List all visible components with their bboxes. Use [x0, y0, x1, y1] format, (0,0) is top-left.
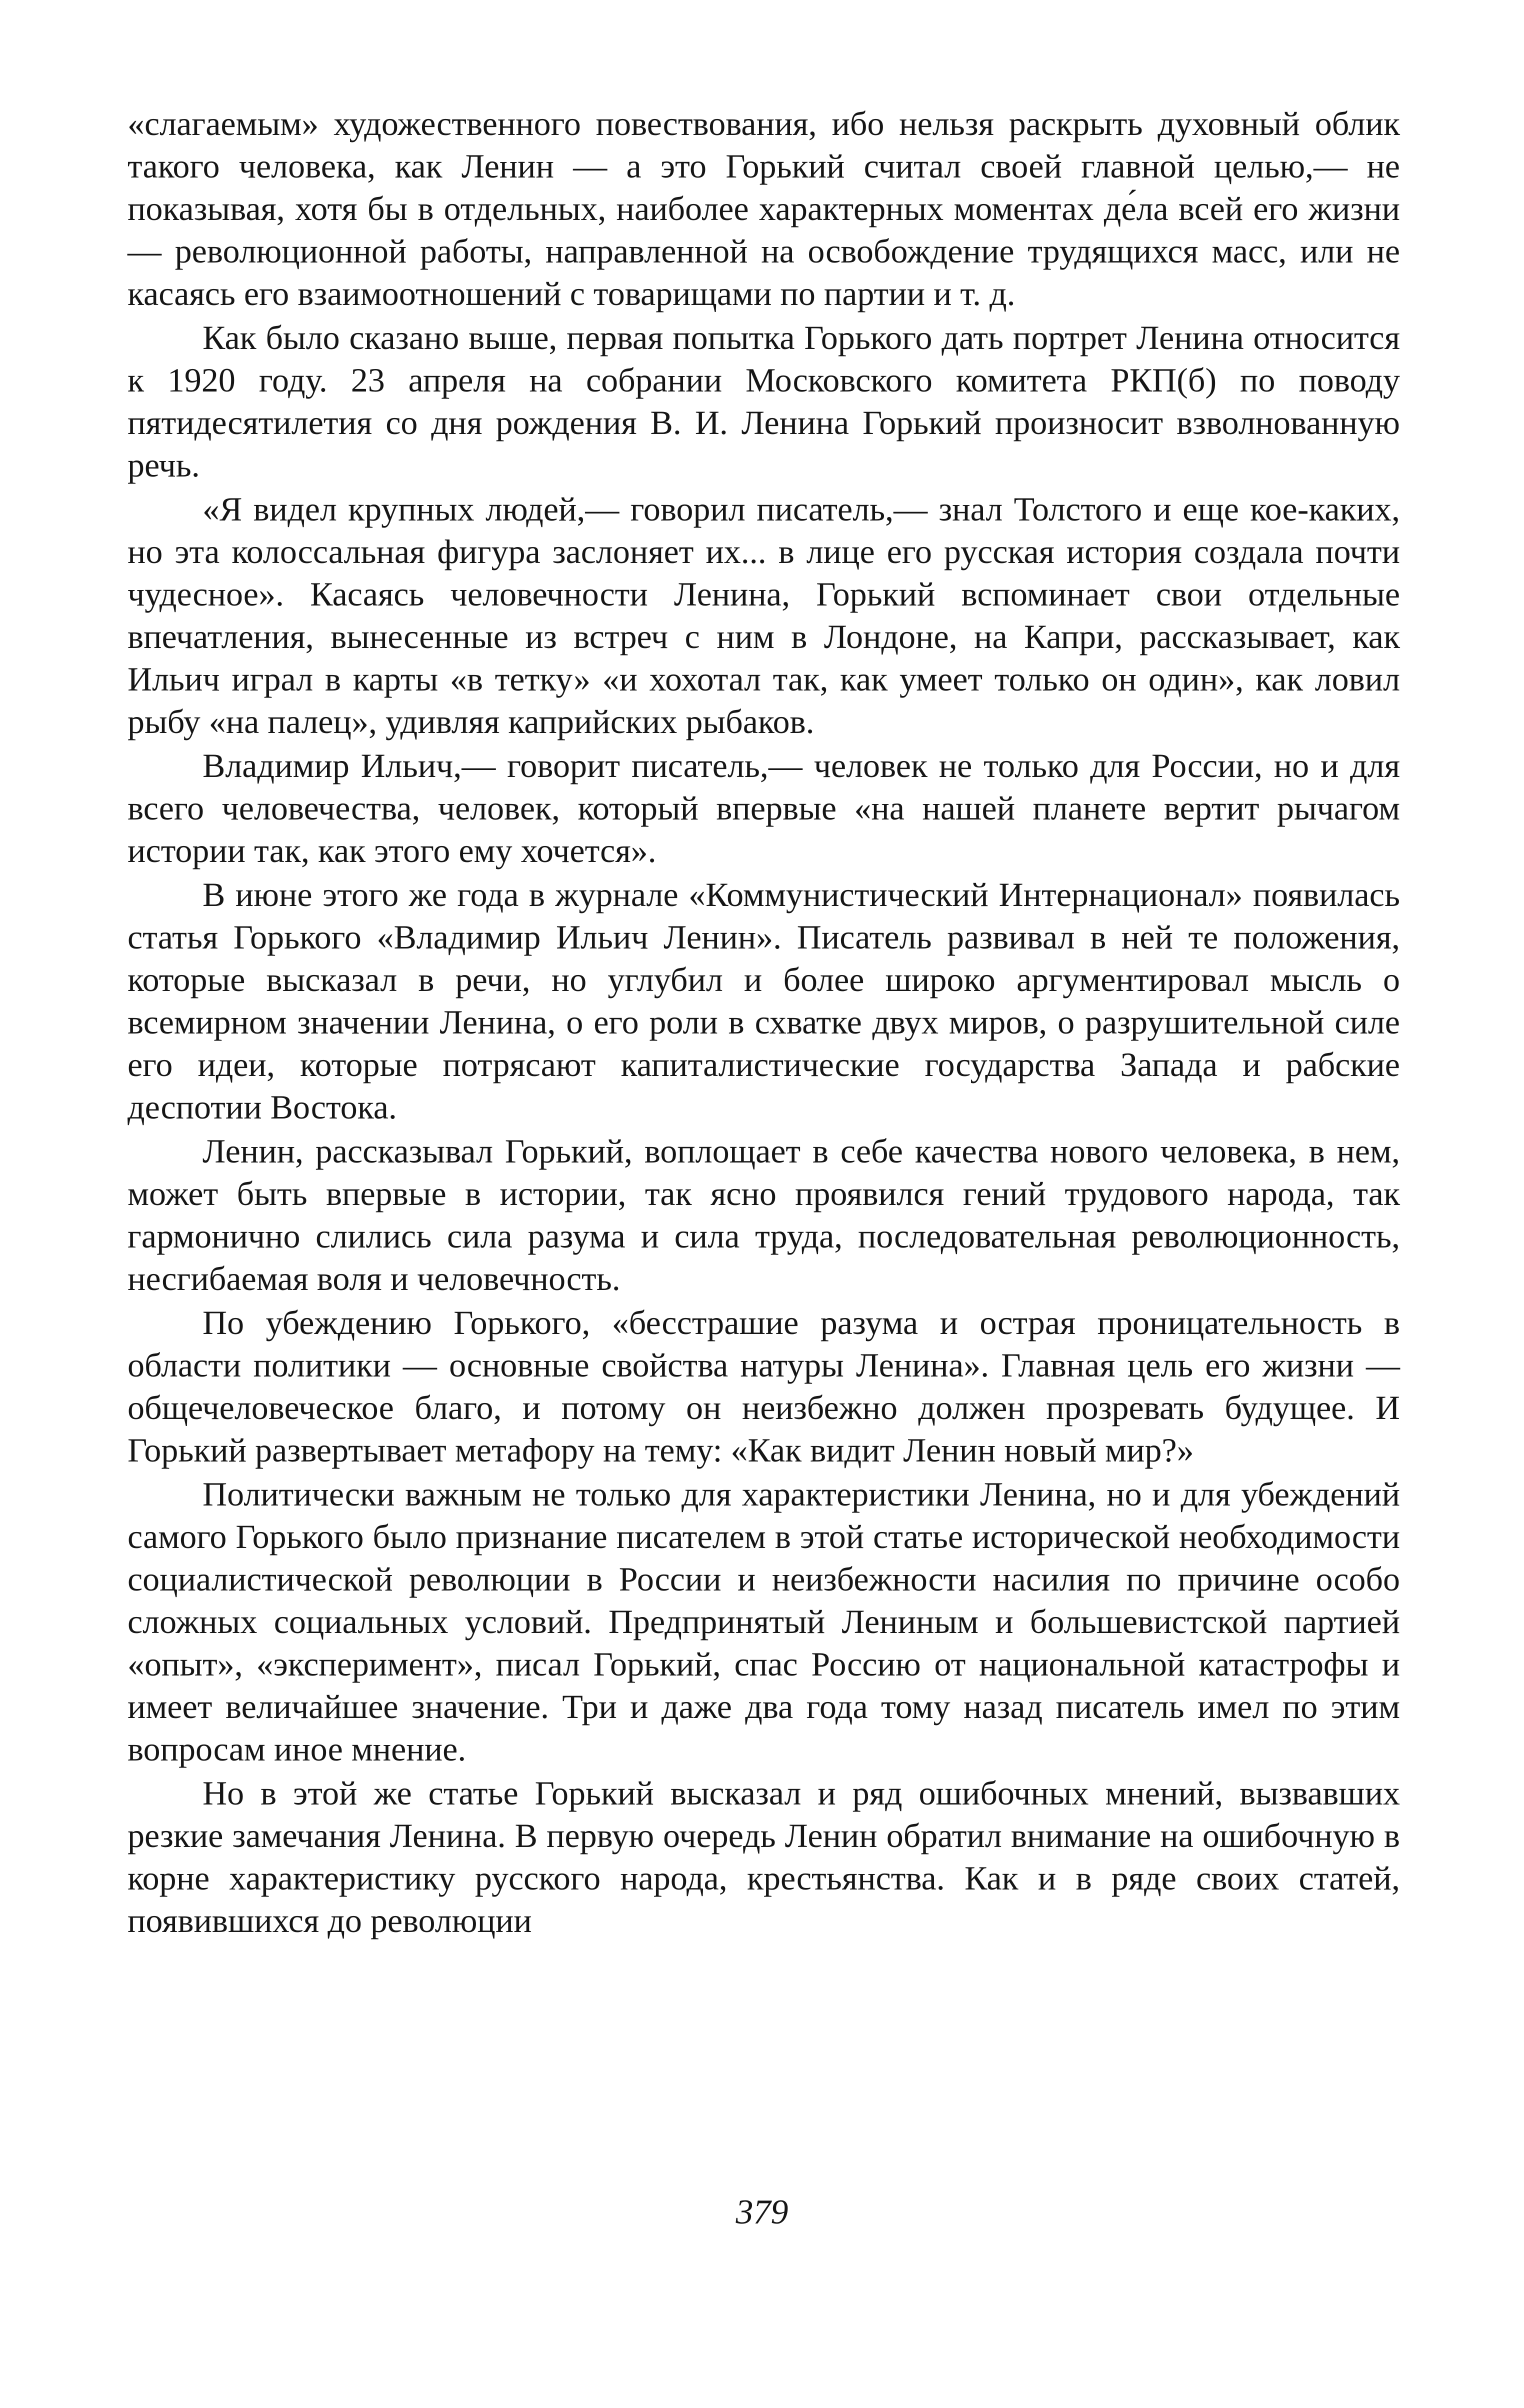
paragraph-5: В июне этого же года в журнале «Коммунистический Интернационал» появилась статья Горького «Владимир Ильич Ленин». Писатель развивал в ней те положения, которые высказал в речи, но углубил и более широко аргументировал мысль о всемирном значении Ленина, о его роли в схватке двух миров, о разрушительной силе его идеи, которые потрясают капиталистические государства Запада и рабские деспотии Востока.: [128, 876, 1400, 1126]
paragraph-9: Но в этой же статье Горький высказал и ряд ошибочных мнений, вызвавших резкие замечания Ленина. В первую очередь Ленин обратил внимание на ошибочную в корне характеристику русского народа, крестьянства. Как и в ряде своих статей, появившихся до революции: [128, 1774, 1400, 1940]
paragraph-3: «Я видел крупных людей,— говорил писатель,— знал Толстого и еще кое-каких, но эта колоссальная фигура заслоняет их... в лице его русская история создала почти чудесное». Касаясь человечности Ленина, Горький вспоминает свои отдельные впечатления, вынесенные из встреч с ним в Лондоне, на Капри, рассказывает, как Ильич играл в карты «в тетку» «и хохотал так, как умеет только он один», как ловил рыбу «на палец», удивляя каприйских рыбаков.: [128, 490, 1400, 740]
paragraph-6: Ленин, рассказывал Горький, воплощает в себе качества нового человека, в нем, может быть впервые в истории, так ясно проявился гений трудового народа, так гармонично слились сила разума и сила труда, последовательная революционность, несгибаемая воля и человечность.: [128, 1132, 1400, 1298]
paragraph-4: Владимир Ильич,— говорит писатель,— человек не только для России, но и для всего человечества, человек, который впервые «на нашей планете вертит рычагом истории так, как этого ему хочется».: [128, 746, 1400, 870]
body-text: [128, 102, 1400, 1942]
page-number: 379: [736, 2193, 788, 2232]
paragraph-2: Как было сказано выше, первая попытка Горького дать портрет Ленина относится к 1920 году. 23 апреля на собрании Московского комитета РКП(б) по поводу пятидесятилетия со дня рождения В. И. Ленина Горький произносит взволнованную речь.: [128, 318, 1400, 484]
paragraph-7: По убеждению Горького, «бесстрашие разума и острая проницательность в области политики — основные свойства натуры Ленина». Главная цель его жизни — общечеловеческое благо, и потому он неизбежно должен прозревать будущее. И Горький развертывает метафору на тему: «Как видит Ленин новый мир?»: [128, 1304, 1400, 1469]
paragraph-8: Политически важным не только для характеристики Ленина, но и для убеждений самого Горького было признание писателем в этой статье исторической необходимости социалистической революции в России и неизбежности насилия по причине особо сложных социальных условий. Предпринятый Лениным и большевистской партией «опыт», «эксперимент», писал Горький, спас Россию от национальной катастрофы и имеет величайшее значение. Три и даже два года тому назад писатель имел по этим вопросам иное мнение.: [128, 1475, 1400, 1768]
paragraph-1: «слагаемым» художественного повествования, ибо нельзя раскрыть духовный облик такого человека, как Ленин — а это Горький считал своей главной целью,— не показывая, хотя бы в отдельных, наиболее характерных моментах де́ла всей его жизни — революционной работы, направленной на освобождение трудящихся масс, или не касаясь его взаимоотношений с товарищами по партии и т. д.: [128, 104, 1400, 312]
